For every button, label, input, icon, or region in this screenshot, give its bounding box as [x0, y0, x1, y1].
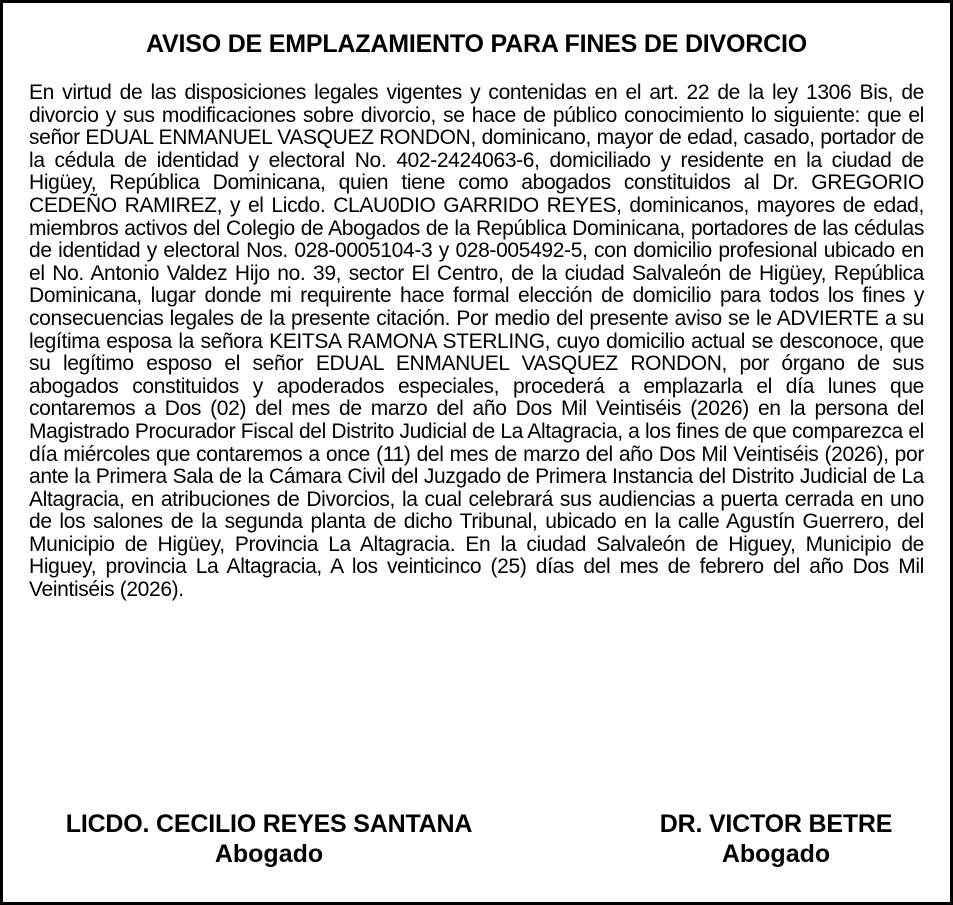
signer-role: Abogado: [721, 840, 831, 868]
signer-role: Abogado: [214, 840, 324, 868]
signature-block-left: [29, 809, 509, 869]
notice-title: AVISO DE EMPLAZAMIENTO PARA FINES DE DIVORCIO: [146, 30, 807, 58]
signer-name: DR. VICTOR BETRE: [659, 810, 893, 838]
notice-body: En virtud de las disposiciones legales vigentes y contenidas en el art. 22 de la ley 1306 Bis, de divorcio y sus modificaciones sobre divorcio, se hace de público conocimiento lo siguiente: que el señor EDUAL ENMANUEL VASQUEZ RONDON, dominicano, mayor de edad, casado, portador de la cédula de identidad y electoral No. 402-2424063-6, domiciliado y residente en la ciudad de Higüey, República Dominicana, quien tiene como abogados constituidos al Dr. GREGORIO CEDEÑO RAMIREZ, y el Licdo. CLAU0DIO GARRIDO REYES, dominicanos, mayores de edad, miembros activos del Colegio de Abogados de la República Dominicana, portadores de las cédulas de identidad y electoral Nos. 028-0005104-3 y 028-005492-5, con domicilio profesional ubicado en el No. Antonio Valdez Hijo no. 39, sector El Centro, de la ciudad Salvaleón de Higüey, República Dominicana, lugar donde mi requirente hace formal elección de domicilio para todos los fines y consecuencias legales de la presente citación. Por medio del presente aviso se le ADVIERTE a su legítima esposa la señora KEITSA RAMONA STERLING, cuyo domicilio actual se desconoce, que su legítimo esposo el señor EDUAL ENMANUEL VASQUEZ RONDON, por órgano de sus abogados constituidos y apoderados especiales, procederá a emplazarla el día lunes que contaremos a Dos (02) del mes de marzo del año Dos Mil Veintiséis (2026) en la persona del Magistrado Procurador Fiscal del Distrito Judicial de La Altagracia, a los fines de que comparezca el día miércoles que contaremos a once (11) del mes de marzo del año Dos Mil Veintiséis (2026), por ante la Primera Sala de la Cámara Civil del Juzgado de Primera Instancia del Distrito Judicial de La Altagracia, en atribuciones de Divorcios, la cual celebrará sus audiencias a puerta cerrada en uno de los salones de la segunda planta de dicho Tribunal, ubicado en la calle Agustín Guerrero, del Municipio de Higüey, Provincia La Altagracia. En la ciudad Salvaleón de Higuey, Municipio de Higuey, provincia La Altagracia, A los veinticinco (25) días del mes de febrero del año Dos Mil Veintiséis (2026).: [29, 81, 924, 602]
signature-block-right: [635, 809, 917, 869]
signer-name: LICDO. CECILIO REYES SANTANA: [65, 810, 473, 838]
